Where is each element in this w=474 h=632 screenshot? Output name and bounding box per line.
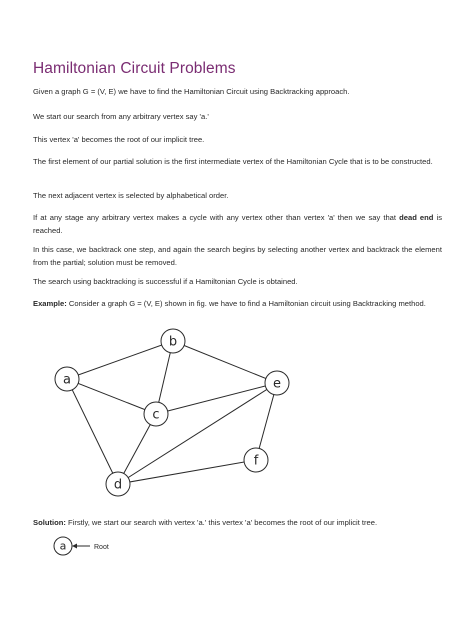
paragraph-alphabetical-order: The next adjacent vertex is selected by alphabetical order. — [33, 191, 229, 200]
dead-end-text-before: If at any stage any arbitrary vertex makes a cycle with any vertex other than vertex 'a' then we say that — [33, 213, 400, 222]
root-text-label: Root — [94, 544, 109, 551]
paragraph-root-vertex: This vertex 'a' becomes the root of our implicit tree. — [33, 135, 205, 144]
paragraph-start-search: We start our search from any arbitrary vertex say 'a.' — [33, 112, 209, 121]
edge-a-d — [67, 379, 118, 484]
vertex-a-label: a — [63, 372, 71, 388]
vertex-f-label: f — [253, 453, 259, 469]
vertex-b-label: b — [168, 334, 178, 350]
edge-c-e — [156, 383, 277, 414]
dead-end-text-after: is reached. — [33, 213, 442, 235]
vertex-e-label: e — [273, 376, 281, 392]
solution-text: Firstly, we start our search with vertex 'a.' this vertex 'a' becomes the root of our implicit tree. — [65, 518, 378, 527]
edge-a-c — [67, 379, 156, 414]
edge-d-f — [118, 460, 256, 484]
paragraph-backtrack: In this case, we backtrack one step, and again the search begins by selecting another vertex and backtrack the element from the partial; solution must be removed. — [33, 245, 442, 267]
example-text: Consider a graph G = (V, E) shown in fig. we have to find a Hamiltonian circuit using Backtracking method. — [66, 299, 426, 308]
root-vertex-diagram — [52, 535, 132, 557]
root-arrow-head — [72, 544, 77, 549]
edge-b-e — [173, 341, 277, 383]
example-label: Example: — [33, 299, 67, 308]
edge-a-b — [67, 341, 173, 379]
page-title: Hamiltonian Circuit Problems — [33, 60, 236, 77]
solution-label: Solution: — [33, 518, 66, 527]
paragraph-solution — [33, 517, 442, 530]
paragraph-given-graph: Given a graph G = (V, E) we have to find the Hamiltonian Circuit using Backtracking approach. — [33, 87, 350, 96]
paragraph-partial-solution: The first element of our partial solution is the first intermediate vertex of the Hamiltonian Cycle that is to be constructed. — [33, 157, 433, 166]
vertex-d-label: d — [113, 477, 123, 493]
paragraph-success: The search using backtracking is successful if a Hamiltonian Cycle is obtained. — [33, 277, 298, 286]
hamiltonian-graph-diagram — [46, 324, 306, 500]
vertex-c-label: c — [152, 407, 160, 423]
paragraph-example — [33, 298, 442, 311]
root-vertex-label: a — [59, 539, 67, 553]
paragraph-dead-end — [33, 212, 442, 237]
dead-end-term: dead end — [399, 213, 434, 222]
